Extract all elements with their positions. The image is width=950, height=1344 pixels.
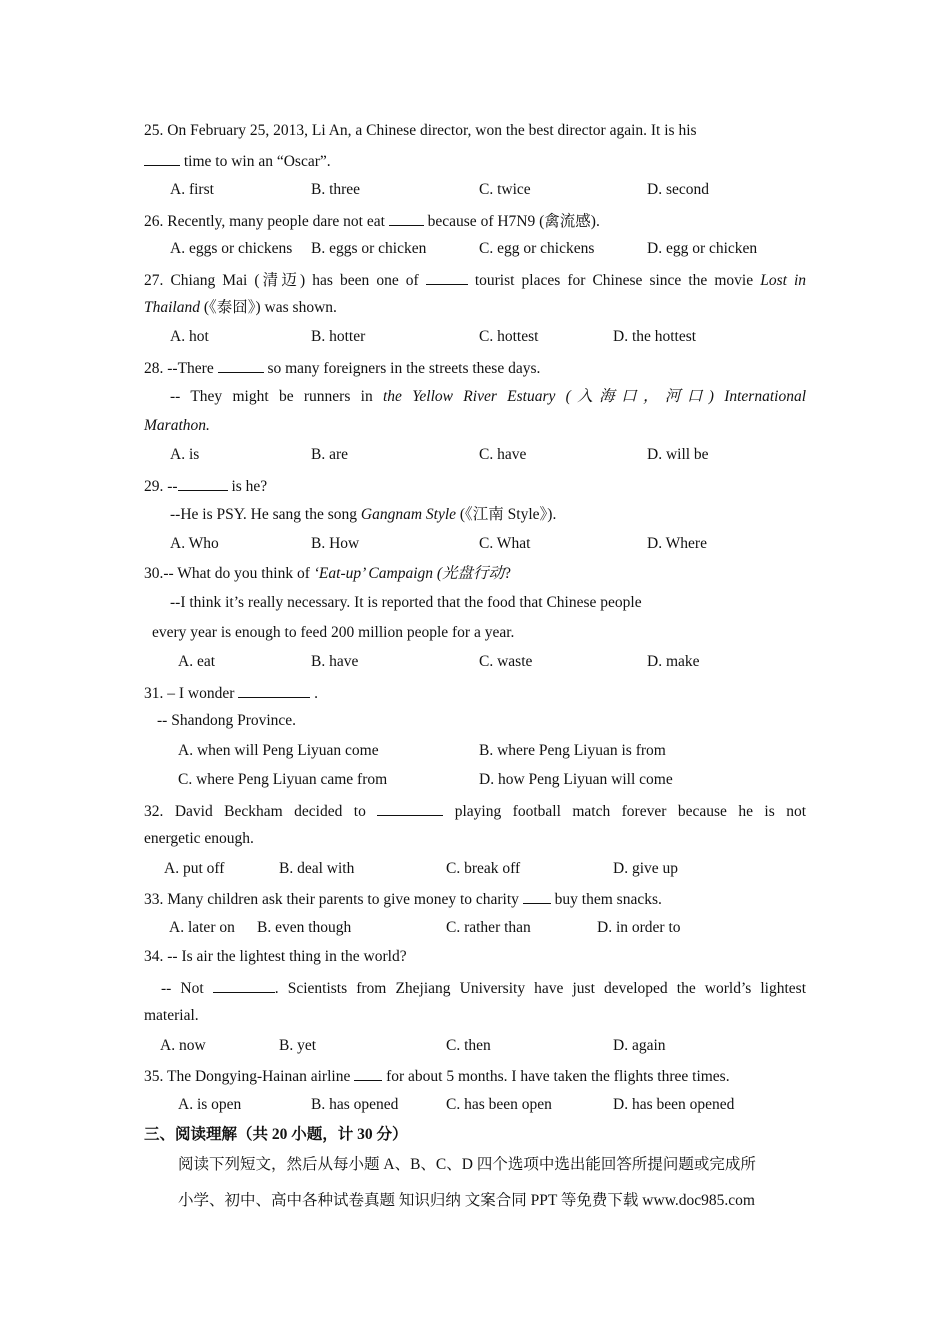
q25-line1: 25. On February 25, 2013, Li An, a Chinese director, won the best director again. It is his (144, 122, 697, 139)
q30-option-b: B. have (311, 653, 359, 670)
q32-option-a: A. put off (164, 860, 225, 877)
q25-option-b: B. three (311, 181, 361, 198)
q30-option-c: C. waste (479, 653, 533, 670)
q31-line1: 31. – I wonder . (144, 682, 318, 704)
q26-option-a: A. eggs or chickens (170, 240, 293, 257)
q33-option-d: D. in order to (597, 919, 681, 936)
q31-blank (238, 682, 310, 698)
q29-option-b: B. How (311, 535, 360, 552)
q31-option-d: D. how Peng Liyuan will come (479, 771, 673, 788)
section-3-heading: 三、阅读理解（共 20 小题，计 30 分） (144, 1126, 408, 1143)
q33-line1: 33. Many children ask their parents to give money to charity buy them snacks. (144, 888, 662, 910)
q28-option-c: C. have (479, 446, 527, 463)
q27-option-b: B. hotter (311, 328, 366, 345)
q31-option-b: B. where Peng Liyuan is from (479, 742, 666, 759)
q26-blank (389, 210, 424, 226)
q27-line2: Thailand (《泰囧》) was shown. (144, 299, 337, 316)
q31-reply: -- Shandong Province. (157, 712, 297, 729)
q27-option-d: D. the hottest (613, 328, 697, 345)
section-3-instruction: 阅读下列短文，然后从每小题 A、B、C、D 四个选项中选出能回答所提问题或完成所 (178, 1156, 756, 1173)
q32-option-c: C. break off (446, 860, 521, 877)
q25-option-a: A. first (170, 181, 214, 198)
q30-reply-line1: --I think it’s really necessary. It is reported that the food that Chinese people (170, 594, 642, 611)
q34-option-c: C. then (446, 1037, 491, 1054)
page-footer: 小学、初中、高中各种试卷真题 知识归纳 文案合同 PPT 等免费下载 www.doc985.com (178, 1192, 755, 1209)
q29-option-a: A. Who (170, 535, 219, 552)
q28-blank (218, 357, 264, 373)
q26-option-b: B. eggs or chicken (311, 240, 427, 257)
q33-option-b: B. even though (257, 919, 352, 936)
q29-line1: 29. -- is he? (144, 475, 267, 497)
q25-line2: time to win an “Oscar”. (144, 150, 331, 172)
q28-option-a: A. is (170, 446, 200, 463)
q27-option-a: A. hot (170, 328, 209, 345)
q34-line1: 34. -- Is air the lightest thing in the world? (144, 948, 407, 965)
q34-reply: -- Not . Scientists from Zhejiang University have just developed the world’s lightest (161, 977, 806, 999)
q34-option-a: A. now (160, 1037, 206, 1054)
q28-reply: -- They might be runners in the Yellow River Estuary (入海口，河口) International (170, 388, 807, 405)
q29-blank (178, 475, 228, 491)
q26-option-c: C. egg or chickens (479, 240, 595, 257)
q25-blank (144, 150, 180, 166)
q30-reply-line2: every year is enough to feed 200 million people for a year. (152, 624, 515, 641)
q29-option-c: C. What (479, 535, 531, 552)
q34-option-b: B. yet (279, 1037, 317, 1054)
q25-option-d: D. second (647, 181, 709, 198)
q30-option-a: A. eat (178, 653, 216, 670)
q32-line2: energetic enough. (144, 830, 254, 847)
q28-reply-line2: Marathon. (144, 417, 210, 434)
q35-option-d: D. has been opened (613, 1096, 735, 1113)
q32-line1: 32. David Beckham decided to playing football match forever because he is not (144, 800, 806, 822)
q34-blank (213, 977, 275, 993)
q27-line1: 27. Chiang Mai (清迈) has been one of tourist places for Chinese since the movie Lost in (144, 269, 806, 291)
q33-option-c: C. rather than (446, 919, 531, 936)
q33-option-a: A. later on (169, 919, 235, 936)
q28-option-d: D. will be (647, 446, 709, 463)
q27-blank (426, 269, 468, 285)
q35-option-b: B. has opened (311, 1096, 399, 1113)
q28-option-b: B. are (311, 446, 349, 463)
q32-option-b: B. deal with (279, 860, 355, 877)
q35-option-a: A. is open (178, 1096, 242, 1113)
q35-line1: 35. The Dongying-Hainan airline for about 5 months. I have taken the flights three times. (144, 1065, 730, 1087)
q32-blank (377, 800, 443, 816)
q26-line1: 26. Recently, many people dare not eat because of H7N9 (禽流感). (144, 210, 600, 232)
q29-reply: --He is PSY. He sang the song Gangnam Style (《江南 Style》). (170, 506, 557, 523)
q28-line1: 28. --There so many foreigners in the streets these days. (144, 357, 540, 379)
q35-blank (354, 1065, 382, 1081)
q33-blank (523, 888, 551, 904)
q31-option-c: C. where Peng Liyuan came from (178, 771, 388, 788)
q30-line1: 30.-- What do you think of ‘Eat-up’ Campaign (光盘行动? (144, 565, 511, 582)
q25-option-c: C. twice (479, 181, 531, 198)
q34-option-d: D. again (613, 1037, 666, 1054)
q32-option-d: D. give up (613, 860, 679, 877)
q35-option-c: C. has been open (446, 1096, 552, 1113)
q27-option-c: C. hottest (479, 328, 539, 345)
q34-line3: material. (144, 1007, 199, 1024)
q30-option-d: D. make (647, 653, 700, 670)
q31-option-a: A. when will Peng Liyuan come (178, 742, 379, 759)
q26-option-d: D. egg or chicken (647, 240, 758, 257)
q29-option-d: D. Where (647, 535, 707, 552)
